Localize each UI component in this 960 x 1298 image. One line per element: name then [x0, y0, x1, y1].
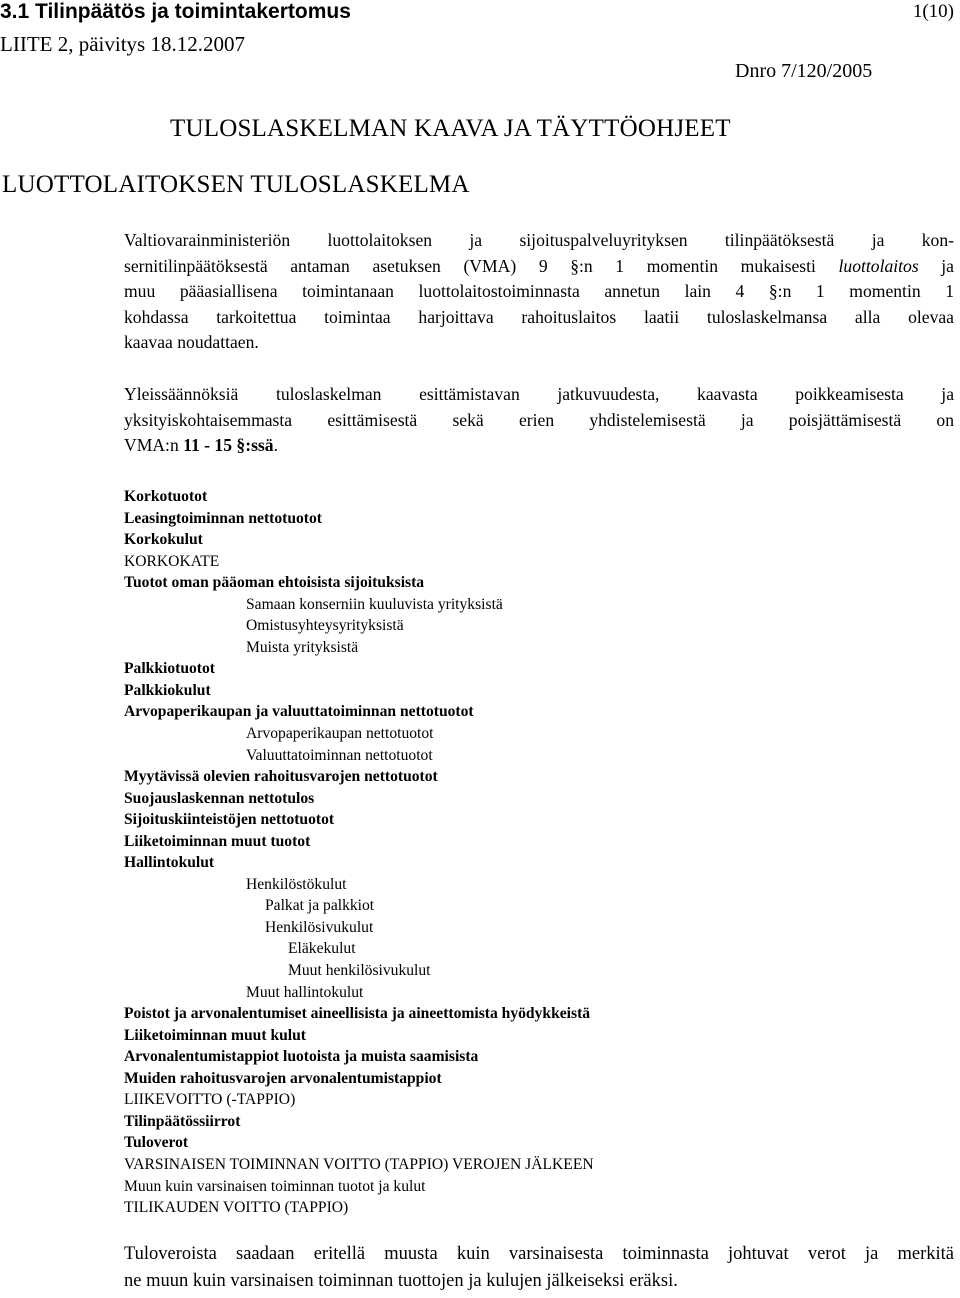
- statement-item: Suojauslaskennan nettotulos: [124, 789, 315, 807]
- statement-item: Sijoituskiinteistöjen nettotuotot: [124, 811, 335, 829]
- statement-item: Liiketoiminnan muut tuotot: [124, 832, 311, 850]
- statement-item: Palkat ja palkkiot: [265, 897, 375, 915]
- document-header-subtitle: LIITE 2, päivitys 18.12.2007: [0, 32, 245, 56]
- statement-item: Muut hallintokulut: [246, 983, 364, 1001]
- intro-line: Valtiovarainministeriön luottolaitoksen ja sijoituspalveluyrityksen tilinpäätöksestä ja kon-: [124, 230, 954, 250]
- statement-item: Tilinpäätössiirrot: [124, 1112, 241, 1130]
- statement-item: Arvopaperikaupan ja valuuttatoiminnan nettotuotot: [124, 703, 474, 721]
- statement-item: KORKOKATE: [124, 552, 220, 570]
- statement-item: Korkotuotot: [124, 488, 208, 505]
- statement-item: Arvopaperikaupan nettotuotot: [246, 725, 434, 743]
- statement-item: Poistot ja arvonalentumiset aineellisista ja aineettomista hyödykkeistä: [124, 1005, 591, 1023]
- statement-item: Hallintokulut: [124, 854, 215, 872]
- record-number: Dnro 7/120/2005: [735, 60, 873, 82]
- page-title: TULOSLASKELMAN KAAVA JA TÄYTTÖOHJEET: [170, 115, 731, 142]
- statement-item: TILIKAUDEN VOITTO (TAPPIO): [124, 1199, 349, 1217]
- statement-item: Eläkekulut: [288, 940, 356, 958]
- statement-item: Korkokulut: [124, 531, 203, 549]
- intro-line: kohdassa tarkoitettua toimintaa harjoittava rahoituslaitos laatii tuloslaskelmansa alla olevaa: [124, 306, 954, 327]
- general-line: VMA:n 11 - 15 §:ssä.: [124, 435, 278, 455]
- intro-line: muu pääasiallisena toimintanaan luottolaitostoiminnasta annetun lain 4 §:n 1 momentin 1: [124, 281, 954, 301]
- statement-item: Myytävissä olevien rahoitusvarojen nettotuotot: [124, 768, 438, 786]
- intro-line: sernitilinpäätöksestä antaman asetuksen (VMA) 9 §:n 1 momentin mukaisesti luottolaitos ja: [124, 255, 954, 276]
- intro-paragraph: [124, 228, 954, 356]
- statement-item: Tuloverot: [124, 1134, 189, 1152]
- footer-line: ne muun kuin varsinaisen toiminnan tuottojen ja kulujen jälkeiseksi eräksi.: [124, 1271, 678, 1291]
- footer-paragraph: [124, 1241, 954, 1295]
- statement-item: Arvonalentumistappiot luotoista ja muista saamisista: [124, 1048, 479, 1066]
- statement-item: Liiketoiminnan muut kulut: [124, 1026, 306, 1044]
- footer-line: Tuloveroista saadaan eritellä muusta kuin varsinaisesta toiminnasta johtuvat verot ja merkitä: [124, 1244, 954, 1264]
- statement-item: Muun kuin varsinaisen toiminnan tuotot ja kulut: [124, 1177, 426, 1195]
- statement-item: Palkkiotuotot: [124, 660, 215, 678]
- intro-line: kaavaa noudattaen.: [124, 332, 259, 352]
- statement-item: Omistusyhteysyrityksistä: [246, 617, 404, 635]
- statement-item: Henkilösivukulut: [265, 918, 374, 936]
- statement-item: Muiden rahoitusvarojen arvonalentumistappiot: [124, 1069, 442, 1087]
- statement-item: VARSINAISEN TOIMINNAN VOITTO (TAPPIO) VEROJEN JÄLKEEN: [124, 1155, 594, 1173]
- statement-item: Samaan konserniin kuuluvista yrityksistä: [246, 595, 503, 613]
- general-line: Yleissäännöksiä tuloslaskelman esittämistavan jatkuvuudesta, kaavasta poikkeamisesta ja: [124, 384, 954, 404]
- statement-item: Muista yrityksistä: [246, 638, 359, 656]
- statement-item: Muut henkilösivukulut: [288, 962, 431, 980]
- statement-item: Tuotot oman pääoman ehtoisista sijoituksista: [124, 574, 425, 592]
- statement-item: Henkilöstökulut: [246, 875, 347, 893]
- income-statement-items: [124, 486, 594, 1219]
- page-number: 1(10): [912, 1, 954, 22]
- document-header-title: 3.1 Tilinpäätös ja toimintakertomus: [0, 0, 351, 23]
- statement-item: Palkkiokulut: [124, 681, 211, 699]
- section-title: LUOTTOLAITOKSEN TULOSLASKELMA: [2, 171, 470, 198]
- statement-item: LIIKEVOITTO (-TAPPIO): [124, 1091, 296, 1109]
- statement-item: Leasingtoiminnan nettotuotot: [124, 509, 322, 527]
- general-line: yksityiskohtaisemmasta esittämisestä sekä erien yhdistelemisestä ja poisjättämisestä on: [124, 409, 954, 430]
- statement-item: Valuuttatoiminnan nettotuotot: [246, 746, 433, 764]
- general-rules-paragraph: [124, 382, 954, 459]
